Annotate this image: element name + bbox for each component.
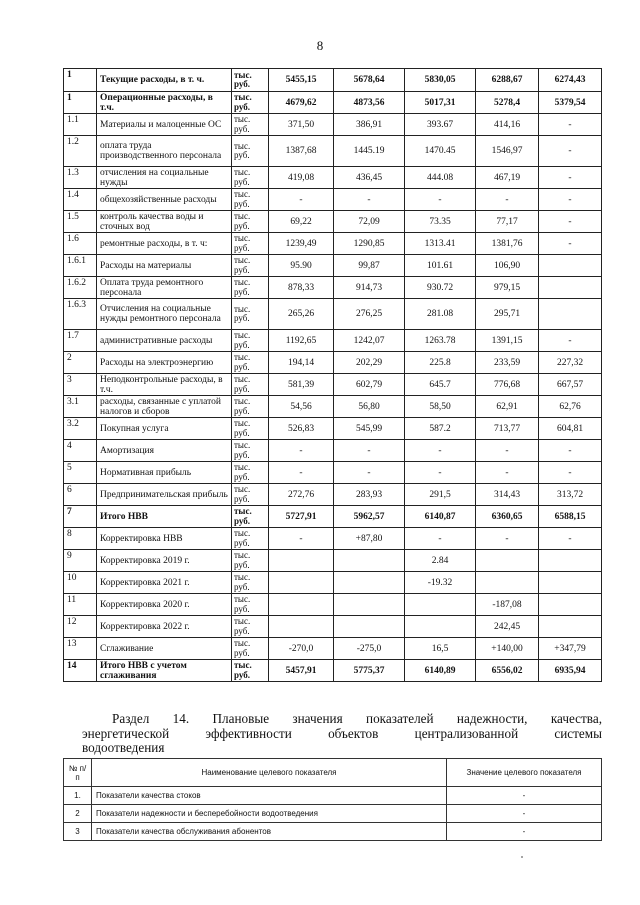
row-value: 526,83	[269, 418, 334, 440]
row-value: 545,99	[334, 418, 405, 440]
row-value: 1242,07	[334, 330, 405, 352]
row-value: 5830,05	[405, 69, 476, 92]
row-name: ремонтные расходы, в т. ч:	[97, 233, 232, 255]
row-value: 106,90	[476, 255, 539, 277]
page-number: 8	[316, 38, 324, 53]
row-value	[539, 277, 602, 299]
row-value: 419,08	[269, 167, 334, 189]
row-value: -	[334, 440, 405, 462]
row-value: 62,91	[476, 396, 539, 418]
row-value	[405, 594, 476, 616]
row-name: отчисления на социальные нужды	[97, 167, 232, 189]
row-value: 69,22	[269, 211, 334, 233]
scan-dot	[521, 856, 523, 858]
row-name: административные расходы	[97, 330, 232, 352]
row-value: 5379,54	[539, 92, 602, 114]
row-value: 233,59	[476, 352, 539, 374]
row-unit: тыс. руб.	[232, 638, 269, 660]
row-value: 6274,43	[539, 69, 602, 92]
table-row	[64, 136, 602, 167]
row-value: -	[539, 462, 602, 484]
row-unit: тыс. руб.	[232, 484, 269, 506]
row-value	[539, 572, 602, 594]
row-value: -19.32	[405, 572, 476, 594]
row-value: 645.7	[405, 374, 476, 396]
row-unit: тыс. руб.	[232, 69, 269, 92]
row-unit: тыс. руб.	[232, 660, 269, 682]
row-value: 5278,4	[476, 92, 539, 114]
row-value	[476, 572, 539, 594]
row-unit: тыс. руб.	[232, 418, 269, 440]
row-value: 77,17	[476, 211, 539, 233]
row-value: -	[539, 136, 602, 167]
indicator-num: 2	[64, 805, 92, 823]
row-value: 58,50	[405, 396, 476, 418]
row-value: 276,25	[334, 299, 405, 330]
cost-table	[63, 68, 602, 682]
header-name: Наименование целевого показателя	[92, 759, 447, 787]
row-value: 587.2	[405, 418, 476, 440]
table-row	[64, 211, 602, 233]
row-value	[269, 572, 334, 594]
table-row	[64, 660, 602, 682]
row-value: 371,50	[269, 114, 334, 136]
row-value: 4873,56	[334, 92, 405, 114]
row-value: -	[269, 462, 334, 484]
row-value: 99,87	[334, 255, 405, 277]
row-unit: тыс. руб.	[232, 572, 269, 594]
row-value: -	[334, 189, 405, 211]
table-row	[64, 189, 602, 211]
row-number: 1	[64, 69, 97, 92]
row-unit: тыс. руб.	[232, 211, 269, 233]
header-num: № п/п	[64, 759, 92, 787]
row-name: Нормативная прибыль	[97, 462, 232, 484]
row-number: 1.6	[64, 233, 97, 255]
row-value	[539, 594, 602, 616]
row-value: -	[539, 211, 602, 233]
indicator-num: 3	[64, 823, 92, 841]
row-name: Предпринимательская прибыль	[97, 484, 232, 506]
row-value: 227,32	[539, 352, 602, 374]
row-value: 6556,02	[476, 660, 539, 682]
row-number: 5	[64, 462, 97, 484]
row-value: 604,81	[539, 418, 602, 440]
row-value: 930.72	[405, 277, 476, 299]
row-unit: тыс. руб.	[232, 255, 269, 277]
row-number: 3.2	[64, 418, 97, 440]
row-value: 444.08	[405, 167, 476, 189]
row-number: 1.6.3	[64, 299, 97, 330]
row-number: 10	[64, 572, 97, 594]
row-value: 393.67	[405, 114, 476, 136]
row-value: 2.84	[405, 550, 476, 572]
table-row	[64, 233, 602, 255]
row-value: 6588,15	[539, 506, 602, 528]
row-number: 4	[64, 440, 97, 462]
indicator-row	[64, 805, 602, 823]
table-row	[64, 572, 602, 594]
row-value: 272,76	[269, 484, 334, 506]
row-value: +347,79	[539, 638, 602, 660]
row-number: 1.3	[64, 167, 97, 189]
row-number: 13	[64, 638, 97, 660]
row-value	[539, 550, 602, 572]
row-name: Операционные расходы, в т.ч.	[97, 92, 232, 114]
row-value: -270,0	[269, 638, 334, 660]
section-title-line-2: энергетической эффективности объектов централизованной системы	[82, 725, 602, 741]
row-name: Корректировка 2021 г.	[97, 572, 232, 594]
table-row	[64, 374, 602, 396]
row-name: Материалы и малоценные ОС	[97, 114, 232, 136]
row-value: 314,43	[476, 484, 539, 506]
row-unit: тыс. руб.	[232, 167, 269, 189]
row-number: 11	[64, 594, 97, 616]
row-value: 5962,57	[334, 506, 405, 528]
row-unit: тыс. руб.	[232, 374, 269, 396]
row-value: -	[405, 462, 476, 484]
row-value: 5455,15	[269, 69, 334, 92]
row-value: 5678,64	[334, 69, 405, 92]
row-name: Расходы на материалы	[97, 255, 232, 277]
row-value: -275,0	[334, 638, 405, 660]
row-name: оплата труда производственного персонала	[97, 136, 232, 167]
indicator-row	[64, 787, 602, 805]
indicator-num: 1.	[64, 787, 92, 805]
row-value: -	[476, 528, 539, 550]
row-value: 602,79	[334, 374, 405, 396]
row-value: 194,14	[269, 352, 334, 374]
row-value: -	[405, 440, 476, 462]
row-value: -187,08	[476, 594, 539, 616]
row-value	[476, 550, 539, 572]
row-value: 265,26	[269, 299, 334, 330]
row-number: 1	[64, 92, 97, 114]
row-value: 914,73	[334, 277, 405, 299]
row-value	[269, 550, 334, 572]
row-value: 467,19	[476, 167, 539, 189]
row-value: -	[269, 189, 334, 211]
row-value	[269, 594, 334, 616]
section-14-title	[82, 712, 602, 756]
row-name: Итого НВВ с учетом сглаживания	[97, 660, 232, 682]
row-unit: тыс. руб.	[232, 189, 269, 211]
row-value: -	[334, 462, 405, 484]
indicator-header-row	[64, 759, 602, 787]
row-name: Корректировка 2020 г.	[97, 594, 232, 616]
row-value: -	[269, 440, 334, 462]
row-value: 5775,37	[334, 660, 405, 682]
row-unit: тыс. руб.	[232, 233, 269, 255]
table-row	[64, 528, 602, 550]
row-value: +87,80	[334, 528, 405, 550]
indicator-table	[63, 758, 602, 841]
row-value: -	[539, 330, 602, 352]
row-number: 1.5	[64, 211, 97, 233]
row-value: -	[405, 189, 476, 211]
row-value: 776,68	[476, 374, 539, 396]
header-value: Значение целевого показателя	[447, 759, 602, 787]
table-row	[64, 418, 602, 440]
row-name: Амортизация	[97, 440, 232, 462]
row-value	[334, 572, 405, 594]
indicator-value: -	[447, 805, 602, 823]
row-name: Неподконтрольные расходы, в т.ч.	[97, 374, 232, 396]
row-value: 1192,65	[269, 330, 334, 352]
row-value	[539, 255, 602, 277]
row-value: 386,91	[334, 114, 405, 136]
row-value: 313,72	[539, 484, 602, 506]
row-value: 1391,15	[476, 330, 539, 352]
row-number: 2	[64, 352, 97, 374]
row-name: Сглаживание	[97, 638, 232, 660]
row-value: 1263.78	[405, 330, 476, 352]
row-value: -	[539, 167, 602, 189]
section-title-line-3: водоотведения	[82, 740, 165, 755]
row-unit: тыс. руб.	[232, 528, 269, 550]
row-value: 101.61	[405, 255, 476, 277]
row-unit: тыс. руб.	[232, 352, 269, 374]
row-value: -	[476, 440, 539, 462]
row-value: 1239,49	[269, 233, 334, 255]
row-value: 1387,68	[269, 136, 334, 167]
indicator-name: Показатели качества стоков	[92, 787, 447, 805]
row-unit: тыс. руб.	[232, 616, 269, 638]
row-value: 1381,76	[476, 233, 539, 255]
table-row	[64, 167, 602, 189]
row-unit: тыс. руб.	[232, 92, 269, 114]
table-row	[64, 440, 602, 462]
row-number: 12	[64, 616, 97, 638]
row-name: Корректировка НВВ	[97, 528, 232, 550]
row-number: 3	[64, 374, 97, 396]
row-number: 1.2	[64, 136, 97, 167]
row-value: 1290,85	[334, 233, 405, 255]
row-number: 14	[64, 660, 97, 682]
row-value: 54,56	[269, 396, 334, 418]
row-value: 667,57	[539, 374, 602, 396]
row-unit: тыс. руб.	[232, 136, 269, 167]
row-value: -	[476, 462, 539, 484]
row-value: 1445.19	[334, 136, 405, 167]
row-value: 4679,62	[269, 92, 334, 114]
row-name: Оплата труда ремонтного персонала	[97, 277, 232, 299]
table-row	[64, 550, 602, 572]
row-number: 3.1	[64, 396, 97, 418]
row-name: Покупная услуга	[97, 418, 232, 440]
row-number: 1.6.1	[64, 255, 97, 277]
row-value: 6288,67	[476, 69, 539, 92]
table-row	[64, 92, 602, 114]
indicator-row	[64, 823, 602, 841]
row-number: 1.6.2	[64, 277, 97, 299]
row-unit: тыс. руб.	[232, 330, 269, 352]
row-value: 281.08	[405, 299, 476, 330]
row-value: -	[539, 189, 602, 211]
row-number: 6	[64, 484, 97, 506]
row-value: -	[539, 114, 602, 136]
row-value: 295,71	[476, 299, 539, 330]
row-value: 581,39	[269, 374, 334, 396]
row-name: Текущие расходы, в т. ч.	[97, 69, 232, 92]
row-number: 8	[64, 528, 97, 550]
table-row	[64, 396, 602, 418]
row-value	[334, 616, 405, 638]
row-value: 1470.45	[405, 136, 476, 167]
row-value: -	[405, 528, 476, 550]
row-value: -	[269, 528, 334, 550]
row-value: 5017,31	[405, 92, 476, 114]
row-value: 225.8	[405, 352, 476, 374]
row-name: Расходы на электроэнергию	[97, 352, 232, 374]
row-value: 6140,87	[405, 506, 476, 528]
row-value: 979,15	[476, 277, 539, 299]
row-value: 5727,91	[269, 506, 334, 528]
row-value	[405, 616, 476, 638]
table-row	[64, 506, 602, 528]
row-name: расходы, связанные с уплатой налогов и сборов	[97, 396, 232, 418]
table-row	[64, 69, 602, 92]
row-name: Корректировка 2022 г.	[97, 616, 232, 638]
row-name: Корректировка 2019 г.	[97, 550, 232, 572]
row-unit: тыс. руб.	[232, 440, 269, 462]
row-value: 713,77	[476, 418, 539, 440]
row-unit: тыс. руб.	[232, 506, 269, 528]
indicator-name: Показатели надежности и бесперебойности водоотведения	[92, 805, 447, 823]
table-row	[64, 352, 602, 374]
row-unit: тыс. руб.	[232, 462, 269, 484]
row-unit: тыс. руб.	[232, 550, 269, 572]
row-value: 202,29	[334, 352, 405, 374]
table-row	[64, 255, 602, 277]
row-value: -	[539, 233, 602, 255]
row-name: Отчисления на социальные нужды ремонтного персонала	[97, 299, 232, 330]
table-row	[64, 114, 602, 136]
indicator-value: -	[447, 823, 602, 841]
row-value: 6360,65	[476, 506, 539, 528]
table-row	[64, 484, 602, 506]
row-value: 73.35	[405, 211, 476, 233]
row-value: -	[476, 189, 539, 211]
row-number: 9	[64, 550, 97, 572]
table-row	[64, 299, 602, 330]
row-name: общехозяйственные расходы	[97, 189, 232, 211]
row-number: 1.7	[64, 330, 97, 352]
row-value: 436,45	[334, 167, 405, 189]
indicator-name: Показатели качества обслуживания абонентов	[92, 823, 447, 841]
row-value	[269, 616, 334, 638]
row-name: контроль качества воды и сточных вод	[97, 211, 232, 233]
row-value: 62,76	[539, 396, 602, 418]
row-value: 283,93	[334, 484, 405, 506]
table-row	[64, 462, 602, 484]
row-value	[334, 594, 405, 616]
table-row	[64, 638, 602, 660]
table-row	[64, 330, 602, 352]
row-value: 1546,97	[476, 136, 539, 167]
indicator-value: -	[447, 787, 602, 805]
row-value	[539, 299, 602, 330]
row-number: 1.1	[64, 114, 97, 136]
table-row	[64, 277, 602, 299]
row-unit: тыс. руб.	[232, 277, 269, 299]
section-title-line-1: Раздел 14. Плановые значения показателей надежности, качества,	[112, 711, 602, 726]
row-unit: тыс. руб.	[232, 396, 269, 418]
row-number: 1.4	[64, 189, 97, 211]
row-value: 6140,89	[405, 660, 476, 682]
row-value: 95.90	[269, 255, 334, 277]
row-value: 414,16	[476, 114, 539, 136]
row-unit: тыс. руб.	[232, 594, 269, 616]
row-value: 56,80	[334, 396, 405, 418]
row-name: Итого НВВ	[97, 506, 232, 528]
table-row	[64, 594, 602, 616]
row-value: 6935,94	[539, 660, 602, 682]
row-value: 72,09	[334, 211, 405, 233]
row-value: 16,5	[405, 638, 476, 660]
row-unit: тыс. руб.	[232, 299, 269, 330]
row-value: 878,33	[269, 277, 334, 299]
row-value: 291,5	[405, 484, 476, 506]
row-number: 7	[64, 506, 97, 528]
row-value: 1313.41	[405, 233, 476, 255]
row-value: +140,00	[476, 638, 539, 660]
row-value: -	[539, 440, 602, 462]
row-unit: тыс. руб.	[232, 114, 269, 136]
row-value: -	[539, 528, 602, 550]
row-value	[539, 616, 602, 638]
table-row	[64, 616, 602, 638]
row-value: 242,45	[476, 616, 539, 638]
row-value	[334, 550, 405, 572]
row-value: 5457,91	[269, 660, 334, 682]
